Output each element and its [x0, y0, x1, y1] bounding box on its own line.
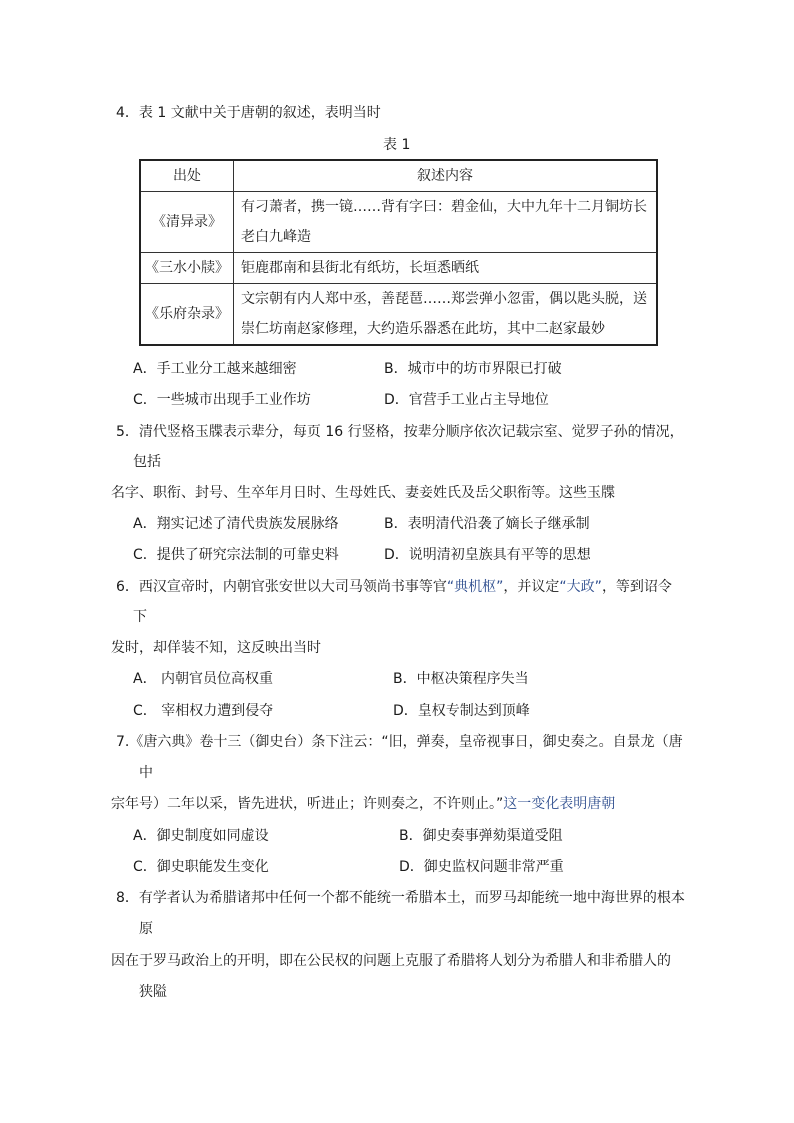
row-source: 《清异录》 — [140, 192, 234, 253]
q8-line-2-wrap: 狭隘 — [139, 984, 167, 1000]
q6-line-1-wrap: 下 — [133, 609, 147, 625]
table-row — [140, 284, 657, 346]
q8-line-2: 因在于罗马政治上的开明，即在公民权的问题上克服了希腊将人划分为希腊人和非希腊人的 — [111, 953, 671, 969]
table-1 — [139, 159, 658, 346]
row-content: 钜鹿郡南和县街北有纸坊，长垣悉晒纸 — [234, 253, 658, 284]
table-row — [140, 253, 657, 284]
q4-stem: 4．表 1 文献中关于唐朝的叙述，表明当时 — [116, 105, 381, 121]
q5-line-1: 5．清代竖格玉牒表示辈分，每页 16 行竖格，按辈分顺序依次记载宗室、觉罗子孙的情况， — [116, 424, 684, 440]
q7-text-question: 这一变化表明唐朝 — [503, 796, 616, 812]
q6-line-1 — [116, 578, 672, 596]
row-source: 《三水小牍》 — [140, 253, 234, 284]
q6-term-dazheng: “大政” — [559, 579, 602, 595]
row-content: 有刁萧者，携一镜……背有字曰：碧金仙，大中九年十二月铜坊长老白九峰造 — [234, 192, 658, 253]
q7-line-1: 7.《唐六典》卷十三（御史台）条下注云：“旧，弹奏，皇帝视事日，御史奏之。自景龙（唐 — [116, 734, 683, 750]
q7-option-c[interactable]: C．御史职能发生变化 — [133, 859, 269, 875]
q5-option-a[interactable]: A．翔实记述了清代贵族发展脉络 — [133, 516, 339, 532]
q5-option-c[interactable]: C．提供了研究宗法制的可靠史料 — [133, 547, 339, 563]
q5-line-1-wrap: 包括 — [133, 454, 161, 470]
q4-option-b[interactable]: B．城市中的坊市界限已打破 — [384, 361, 562, 377]
q6-line-2: 发时，却佯装不知，这反映出当时 — [111, 640, 321, 656]
row-source: 《乐府杂录》 — [140, 284, 234, 346]
q5-line-2: 名字、职衔、封号、生卒年月日时、生母姓氏、妻妾姓氏及岳父职衔等。这些玉牒 — [111, 485, 615, 501]
q4-option-a[interactable]: A．手工业分工越来越细密 — [133, 361, 297, 377]
q4-option-d[interactable]: D．官营手工业占主导地位 — [384, 392, 549, 408]
q7-option-d[interactable]: D．御史监权问题非常严重 — [399, 859, 564, 875]
q6-option-a[interactable]: A． 内朝官员位高权重 — [133, 671, 274, 687]
q6-text-c: ，并议定 — [503, 579, 560, 595]
q6-text-a: 6．西汉宣帝时，内朝官张安世以大司马领尚书事等官 — [116, 579, 447, 595]
q7-option-b[interactable]: B．御史奏事弹劾渠道受阻 — [399, 828, 563, 844]
q6-term-dianjishu: “典机枢” — [446, 579, 504, 595]
q6-option-c[interactable]: C． 宰相权力遭到侵夺 — [133, 703, 274, 719]
q6-text-e: ，等到诏令 — [601, 579, 672, 595]
table-caption: 表 1 — [383, 137, 411, 153]
q7-line-1-wrap: 中 — [139, 765, 153, 781]
q5-option-b[interactable]: B．表明清代沿袭了嫡长子继承制 — [384, 516, 590, 532]
table-row — [140, 192, 657, 253]
q7-line-2 — [111, 795, 615, 813]
header-content: 叙述内容 — [234, 160, 658, 192]
header-source: 出处 — [140, 160, 234, 192]
q8-line-1: 8．有学者认为希腊诸邦中任何一个都不能统一希腊本土，而罗马却能统一地中海世界的根本 — [116, 890, 685, 906]
q5-option-d[interactable]: D．说明清初皇族具有平等的思想 — [384, 547, 591, 563]
q7-option-a[interactable]: A．御史制度如同虚设 — [133, 828, 269, 844]
q7-text-quote: 宗年号）二年以采，皆先进状，听进止；许则奏之，不许则止。” — [111, 796, 504, 812]
q4-option-c[interactable]: C．一些城市出现手工业作坊 — [133, 392, 311, 408]
q6-option-d[interactable]: D．皇权专制达到顶峰 — [393, 703, 530, 719]
q8-line-1-wrap: 原 — [139, 921, 153, 937]
row-content: 文宗朝有内人郑中丞，善琵琶……郑尝弹小忽雷，偶以匙头脱，送崇仁坊南赵家修理，大约造乐器悉在此坊，其中二赵家最妙 — [234, 284, 658, 346]
table-header-row — [140, 160, 657, 192]
q6-option-b[interactable]: B．中枢决策程序失当 — [393, 671, 529, 687]
